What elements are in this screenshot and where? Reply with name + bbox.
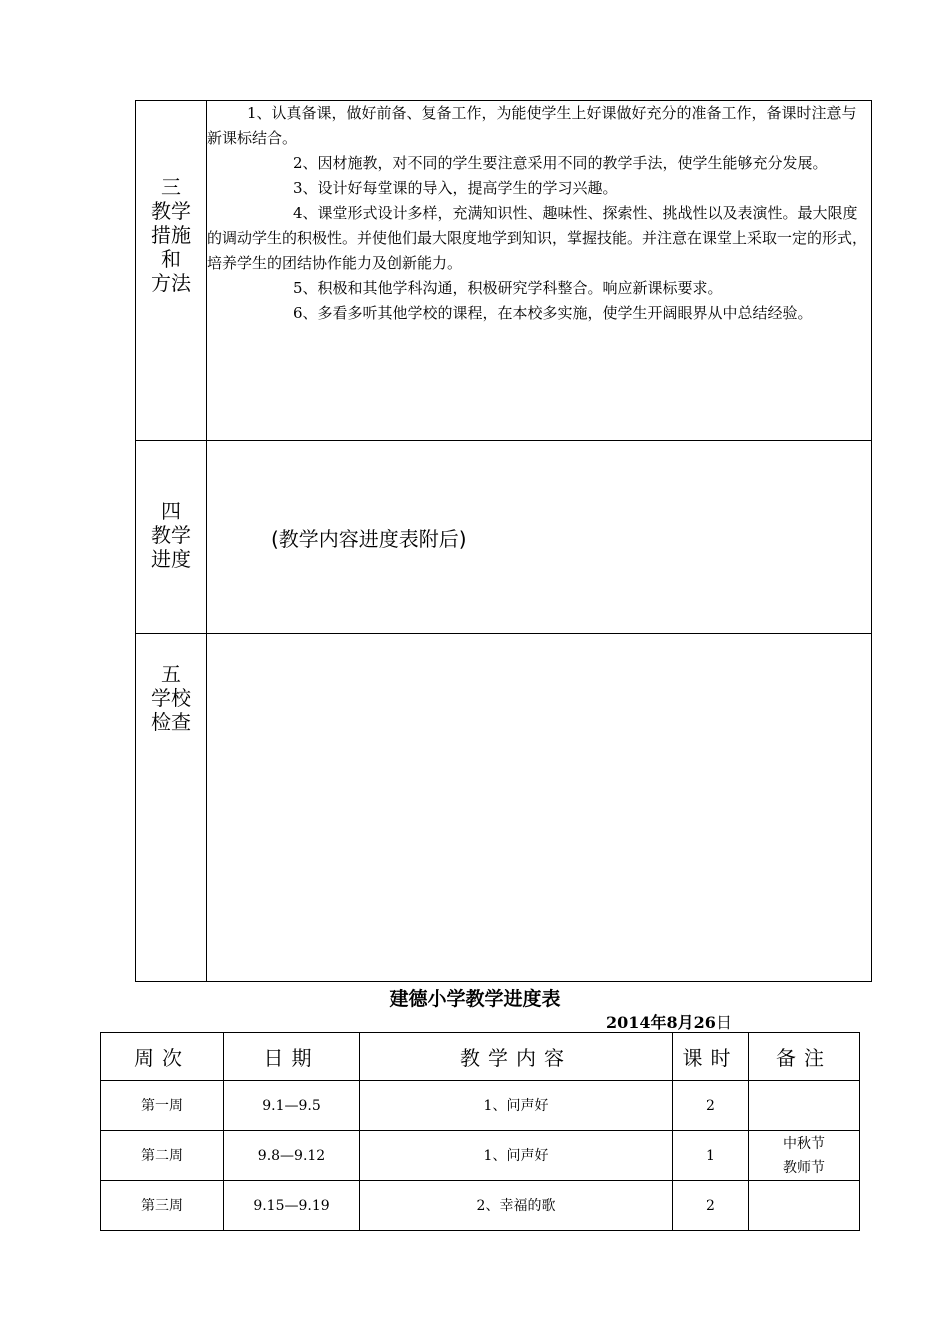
label-line: 进度	[151, 547, 191, 571]
section-methods-row	[136, 101, 872, 441]
schedule-header-row	[101, 1033, 860, 1081]
header-note: 备注	[749, 1033, 860, 1081]
cell-hours: 2	[673, 1181, 749, 1231]
cell-content: 1、问声好	[360, 1081, 673, 1131]
section-check-label	[136, 634, 207, 982]
section-methods-content	[207, 101, 872, 441]
schedule-date-main: 2014年8月26	[606, 1013, 716, 1032]
cell-content: 1、问声好	[360, 1131, 673, 1181]
cell-hours: 2	[673, 1081, 749, 1131]
schedule-table	[100, 1032, 860, 1231]
header-week: 周次	[101, 1033, 224, 1081]
table-row	[101, 1131, 860, 1181]
cell-week: 第三周	[101, 1181, 224, 1231]
header-date: 日期	[224, 1033, 360, 1081]
cell-note	[749, 1181, 860, 1231]
schedule-title: 建德小学教学进度表	[389, 988, 561, 1010]
method-paragraph: 6、多看多听其他学校的课程，在本校多实施，使学生开阔眼界从中总结经验。	[293, 304, 813, 322]
cell-date: 9.1—9.5	[224, 1081, 360, 1131]
section-progress-content	[207, 441, 872, 634]
section-check-row	[136, 634, 872, 982]
cell-note	[749, 1081, 860, 1131]
note-line: 中秋节	[783, 1135, 825, 1152]
method-paragraph: 4、课堂形式设计多样，充满知识性、趣味性、探索性、挑战性以及表演性。最大限度的调动学生的积极性。并使他们最大限度地学到知识，掌握技能。并注意在课堂上采取一定的形式，培养学生的团结协作能力及创新能力。	[207, 204, 868, 272]
schedule-date-day: 日	[715, 1013, 732, 1032]
cell-date: 9.15—9.19	[224, 1181, 360, 1231]
label-line: 五	[161, 662, 181, 686]
label-line: 方法	[151, 271, 191, 295]
label-line: 措施	[151, 223, 191, 247]
schedule-date	[606, 1010, 732, 1033]
method-paragraph: 3、设计好每堂课的导入，提高学生的学习兴趣。	[293, 179, 618, 197]
label-line: 教学	[151, 523, 191, 547]
cell-note	[749, 1131, 860, 1181]
table-row	[101, 1081, 860, 1131]
cell-content: 2、幸福的歌	[360, 1181, 673, 1231]
label-line: 检查	[151, 710, 191, 734]
note-line: 教师节	[783, 1159, 825, 1176]
section-progress-label	[136, 441, 207, 634]
section-check-content	[207, 634, 872, 982]
cell-date: 9.8—9.12	[224, 1131, 360, 1181]
label-line: 和	[161, 247, 181, 271]
plan-table	[135, 100, 872, 982]
label-line: 三	[161, 175, 181, 199]
label-line: 四	[161, 499, 181, 523]
header-hours: 课时	[673, 1033, 749, 1081]
table-row	[101, 1181, 860, 1231]
cell-week: 第二周	[101, 1131, 224, 1181]
progress-note: (教学内容进度表附后)	[271, 527, 467, 551]
label-line: 学校	[151, 686, 191, 710]
label-line: 教学	[151, 199, 191, 223]
cell-week: 第一周	[101, 1081, 224, 1131]
method-paragraph: 1、认真备课，做好前备、复备工作，为能使学生上好课做好充分的准备工作，备课时注意与新课标结合。	[207, 104, 857, 147]
method-paragraph: 5、积极和其他学科沟通，积极研究学科整合。响应新课标要求。	[293, 279, 723, 297]
method-paragraph: 2、因材施教，对不同的学生要注意采用不同的教学手法，使学生能够充分发展。	[293, 154, 828, 172]
section-progress-row	[136, 441, 872, 634]
section-methods-label	[136, 101, 207, 441]
header-content: 教学内容	[360, 1033, 673, 1081]
cell-hours: 1	[673, 1131, 749, 1181]
